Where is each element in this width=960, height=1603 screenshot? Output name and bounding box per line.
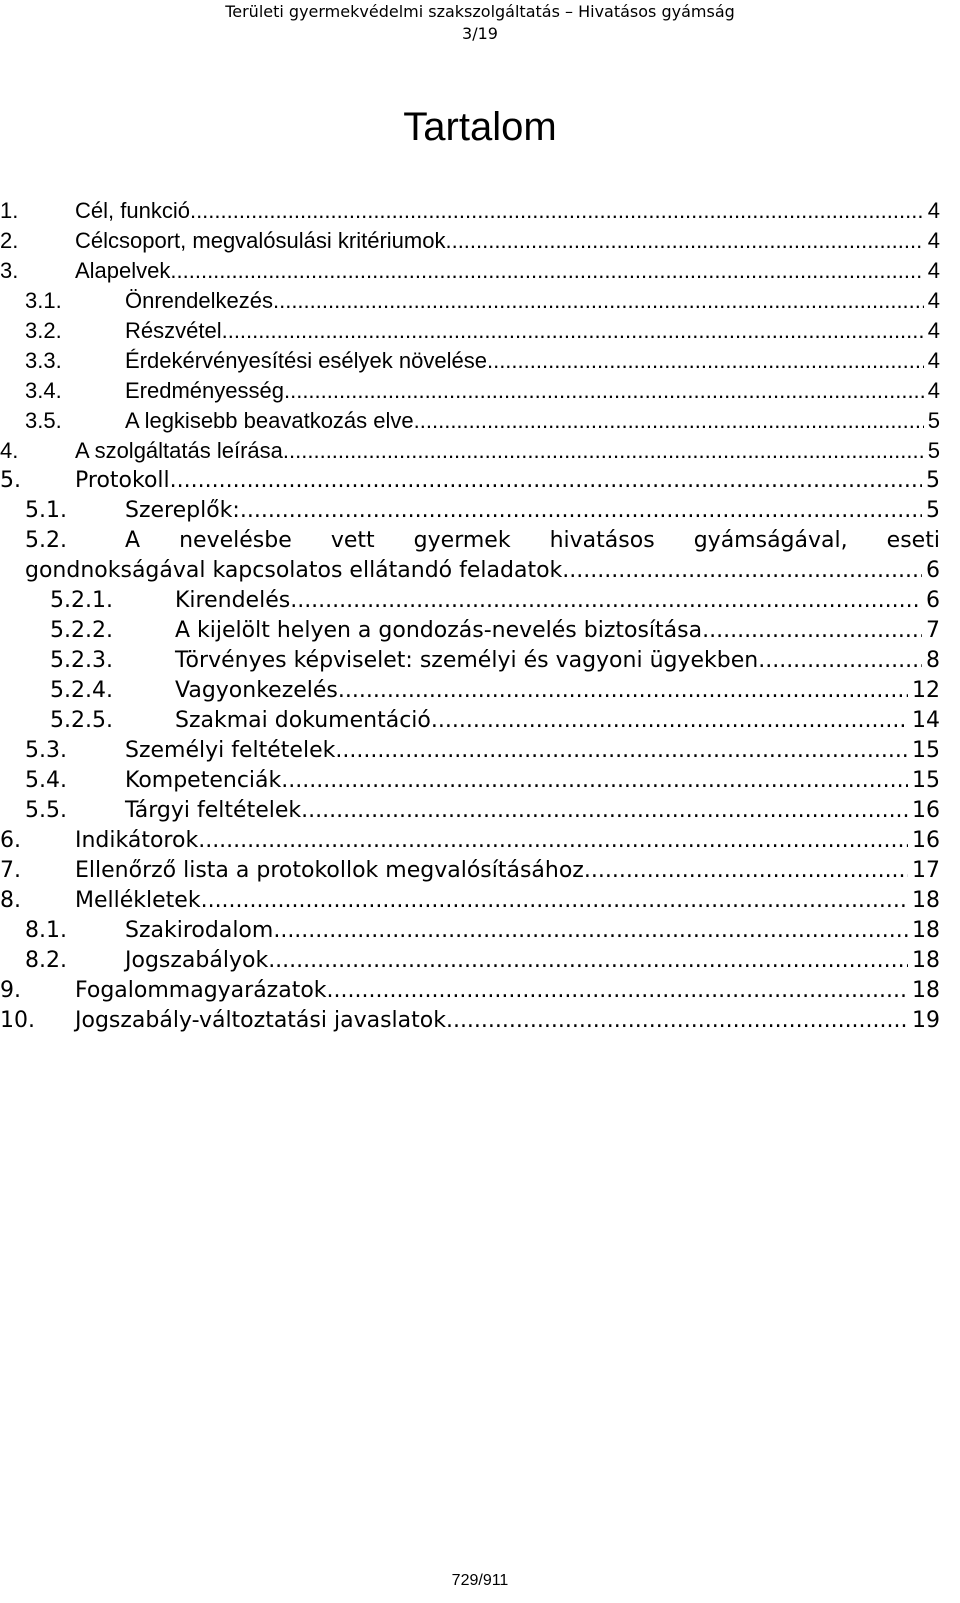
toc-entry-page: 6 [926, 558, 940, 583]
toc-entry-page: 6 [926, 588, 940, 613]
toc-entry[interactable] [0, 586, 960, 616]
toc-entry[interactable] [0, 946, 960, 976]
toc-entry-multiline[interactable] [0, 526, 960, 556]
toc-entry[interactable] [0, 976, 960, 1006]
toc-word: hivatásos [549, 528, 655, 553]
toc-entry-page: 4 [927, 348, 940, 373]
toc-entry-number: 6. [0, 828, 21, 853]
toc-entry-page: 5 [927, 408, 940, 433]
toc-entry-page: 5 [927, 438, 940, 463]
toc-entry[interactable] [0, 736, 960, 766]
toc-entry-text: Jogszabály-változtatási javaslatok [75, 1008, 446, 1033]
toc-entry[interactable] [0, 916, 960, 946]
toc-entry-page: 5 [926, 498, 940, 523]
toc-entry[interactable] [0, 346, 960, 376]
toc-entry[interactable] [0, 436, 960, 466]
toc-entry-text: Önrendelkezés [125, 288, 273, 313]
toc-entry-text: Cél, funkció [75, 198, 190, 223]
toc-entry-number: 5.4. [25, 768, 67, 793]
toc-entry[interactable] [0, 886, 960, 916]
toc-entry[interactable] [0, 676, 960, 706]
toc-entry-page: 18 [912, 918, 940, 943]
toc-entry-page: 18 [912, 888, 940, 913]
toc-entry-number: 3. [0, 258, 19, 283]
page-footer: 729/911 [451, 1572, 509, 1589]
toc-entry[interactable] [0, 1006, 960, 1036]
toc-entry-number: 2. [0, 228, 19, 253]
toc-entry[interactable] [0, 226, 960, 256]
toc-entry-text: Vagyonkezelés [175, 678, 338, 703]
toc-entry-page: 15 [912, 738, 940, 763]
toc-entry[interactable] [0, 376, 960, 406]
toc-entry[interactable] [0, 196, 960, 226]
toc-entry-text: Részvétel [125, 318, 222, 343]
toc-entry[interactable] [0, 286, 960, 316]
toc-entry-page: 15 [912, 768, 940, 793]
toc-entry-page: 4 [927, 258, 940, 283]
toc-entry-number: 5.2.4. [50, 678, 113, 703]
toc-entry-number: 3.5. [25, 408, 62, 433]
toc-entry[interactable] [0, 406, 960, 436]
toc-entry-number: 8.2. [25, 948, 67, 973]
toc-entry[interactable] [0, 826, 960, 856]
toc-entry-page: 14 [912, 708, 940, 733]
toc-entry-number: 4. [0, 438, 19, 463]
toc-entry-text: Szakmai dokumentáció [175, 708, 431, 733]
toc-entry-number: 8. [0, 888, 21, 913]
toc-entry-page: 16 [912, 798, 940, 823]
toc-entry-text: Protokoll [75, 468, 170, 493]
toc-entry-text: Kirendelés [175, 588, 291, 613]
toc-word: nevelésbe [179, 528, 292, 553]
toc-entry-number: 5.2.5. [50, 708, 113, 733]
toc-entry-number: 7. [0, 858, 21, 883]
header-title: Területi gyermekvédelmi szakszolgáltatás – Hivatásos gyámság [225, 2, 735, 21]
toc-entry-number: 1. [0, 198, 19, 223]
toc-entry-page: 7 [926, 618, 940, 643]
toc-entry-number: 3.4. [25, 378, 62, 403]
toc-entry[interactable] [0, 856, 960, 886]
toc-entry-page: 4 [927, 198, 940, 223]
toc-entry-page: 18 [912, 978, 940, 1003]
toc-entry-text: Ellenőrző lista a protokollok megvalósításához [75, 858, 584, 883]
toc-word: eseti [886, 528, 940, 553]
toc-entry-text: A szolgáltatás leírása [75, 438, 283, 463]
toc-entry-number: 10. [0, 1008, 35, 1033]
toc-entry-text: Jogszabályok [125, 948, 269, 973]
toc-entry-page: 16 [912, 828, 940, 853]
toc-entry-text: Személyi feltételek [125, 738, 336, 763]
toc-title: Tartalom [403, 105, 557, 149]
toc-entry[interactable] [0, 316, 960, 346]
toc-entry-number: 9. [0, 978, 21, 1003]
toc-entry-text: A legkisebb beavatkozás elve [125, 408, 414, 433]
toc-entry-page: 19 [912, 1008, 940, 1033]
toc-entry-text: Törvényes képviselet: személyi és vagyoni ügyekben [175, 648, 759, 673]
toc-entry[interactable] [0, 706, 960, 736]
toc-entry[interactable] [0, 796, 960, 826]
toc-entry-number: 5. [0, 468, 21, 493]
toc-entry[interactable] [0, 496, 960, 526]
toc-entry-text: Szakirodalom [125, 918, 274, 943]
toc-entry-number: 5.2.1. [50, 588, 113, 613]
toc-entry[interactable] [0, 766, 960, 796]
toc-entry-number: 5.3. [25, 738, 67, 763]
header-page-number: 3/19 [462, 24, 498, 43]
toc-entry-text: Kompetenciák [125, 768, 282, 793]
toc-entry-page: 8 [926, 648, 940, 673]
toc-word: vett [330, 528, 375, 553]
toc-entry-page: 4 [927, 378, 940, 403]
toc-entry-number: 5.2.3. [50, 648, 113, 673]
toc-entry-text: Tárgyi feltételek [125, 798, 302, 823]
toc-entry-text: Mellékletek [75, 888, 201, 913]
toc-entry-page: 4 [927, 288, 940, 313]
toc-entry-page: 12 [912, 678, 940, 703]
toc-word: A [125, 528, 141, 553]
toc-entry-number: 5.2.2. [50, 618, 113, 643]
toc-entry-text: Célcsoport, megvalósulási kritériumok [75, 228, 446, 253]
toc-entry-page: 4 [927, 318, 940, 343]
toc-entry[interactable] [0, 616, 960, 646]
toc-entry[interactable] [0, 256, 960, 286]
toc-word: gyámságával, [693, 528, 848, 553]
toc-entry-number: 8.1. [25, 918, 67, 943]
toc-entry-number: 3.3. [25, 348, 62, 373]
toc-word: gyermek [413, 528, 511, 553]
toc-entry-number: 3.1. [25, 288, 62, 313]
toc-entry-number: 5.2. [25, 528, 67, 553]
toc-entry-text: Eredményesség [125, 378, 284, 403]
page-header [0, 0, 960, 45]
toc-entry-number: 5.5. [25, 798, 67, 823]
toc-entry[interactable] [0, 646, 960, 676]
toc-entry-text: Alapelvek [75, 258, 171, 283]
toc-entry-text: Szereplők: [125, 498, 240, 523]
toc-entry-text-line2: gondnokságával kapcsolatos ellátandó feladatok [25, 558, 563, 583]
toc-entry-page: 4 [927, 228, 940, 253]
table-of-contents [0, 196, 960, 1036]
toc-entry-number: 3.2. [25, 318, 62, 343]
toc-entry-page: 18 [912, 948, 940, 973]
toc-entry-text-line1 [125, 526, 940, 556]
toc-entry-text: Érdekérvényesítési esélyek növelése [125, 348, 487, 373]
toc-entry-page: 17 [912, 858, 940, 883]
toc-entry-continuation[interactable] [0, 556, 960, 586]
toc-entry[interactable] [0, 466, 960, 496]
toc-entry-page: 5 [926, 468, 940, 493]
toc-entry-text: Fogalommagyarázatok [75, 978, 327, 1003]
toc-entry-text: Indikátorok [75, 828, 199, 853]
toc-entry-number: 5.1. [25, 498, 67, 523]
toc-entry-text: A kijelölt helyen a gondozás-nevelés biztosítása [175, 618, 703, 643]
